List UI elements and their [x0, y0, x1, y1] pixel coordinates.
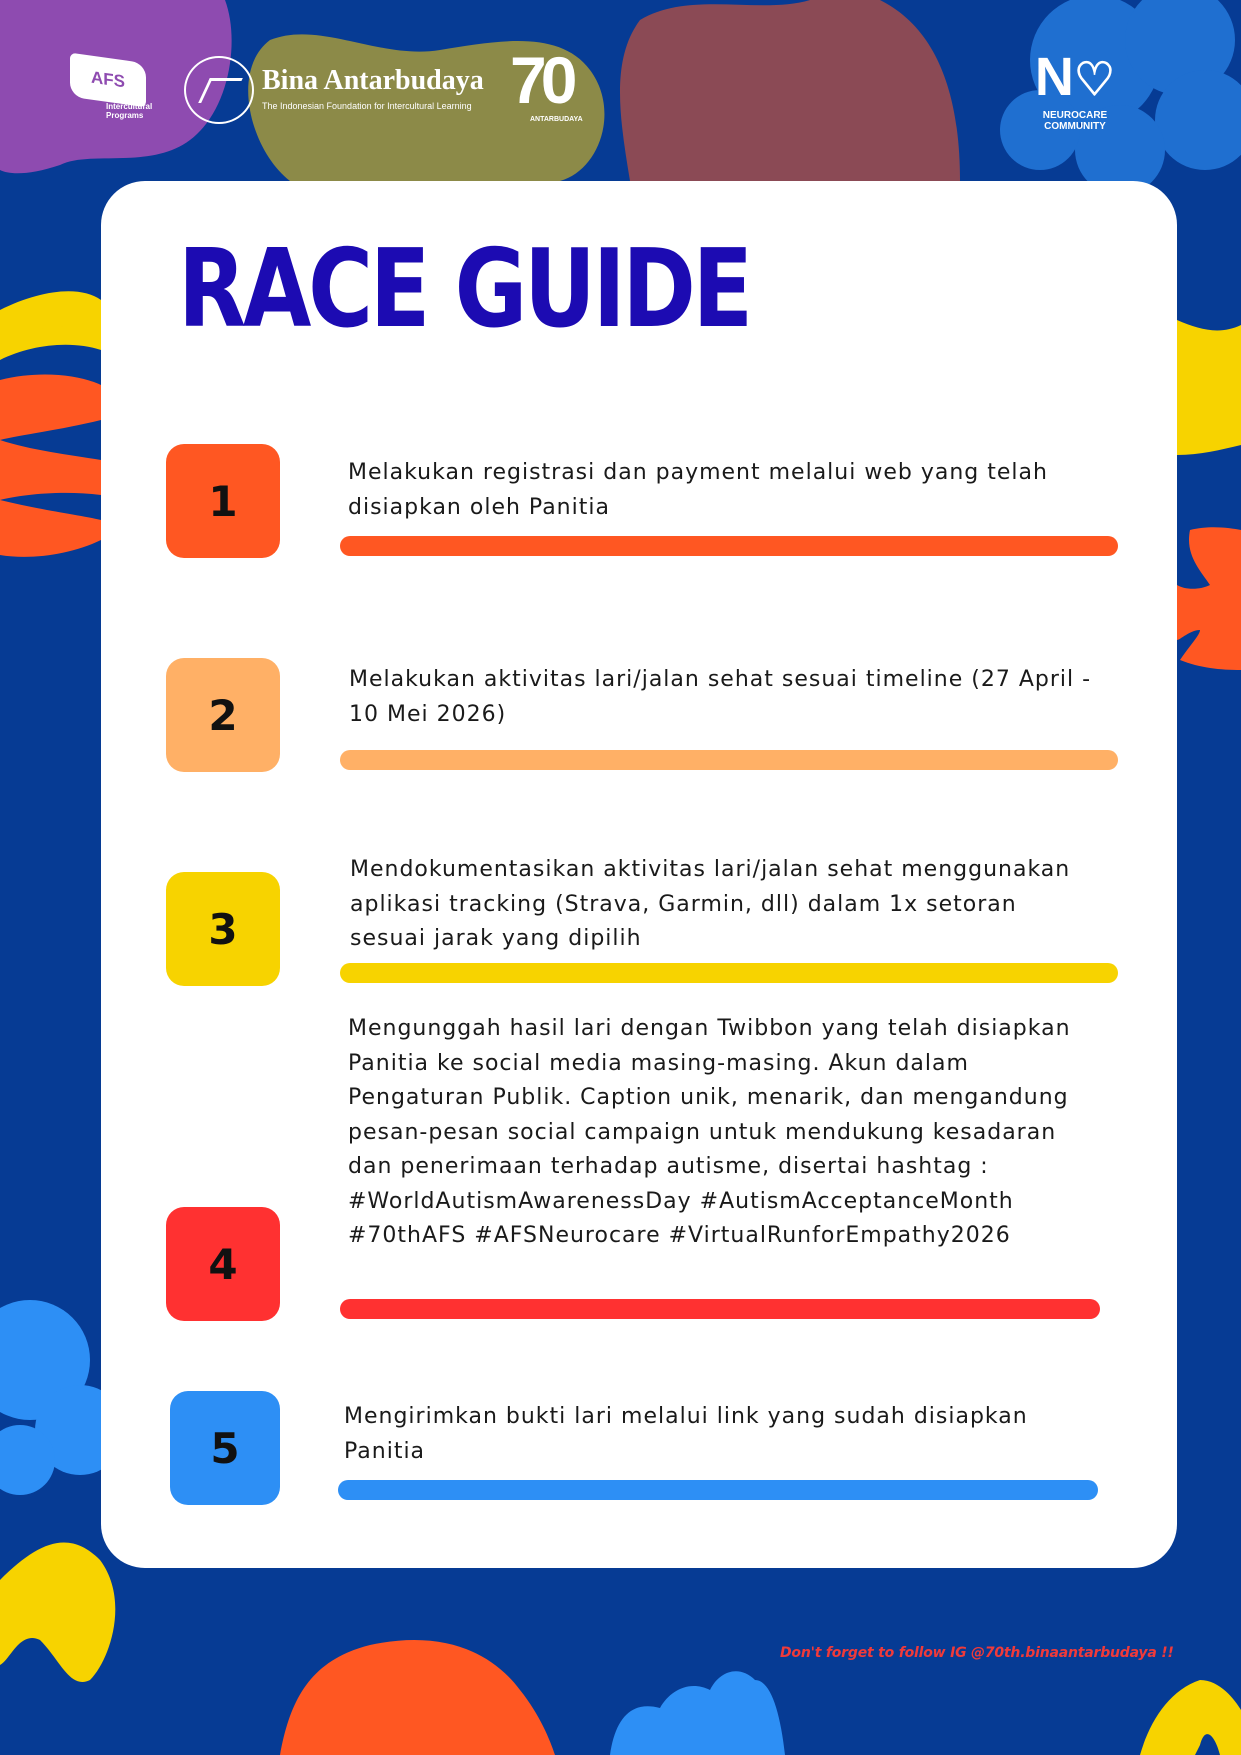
step-1-underline	[340, 536, 1118, 556]
step-3-underline	[340, 963, 1118, 983]
step-2-text: Melakukan aktivitas lari/jalan sehat sesuai timeline (27 April - 10 Mei 2026)	[349, 667, 1092, 727]
step-1-badge	[166, 444, 280, 558]
neurocare-mark	[1020, 48, 1130, 108]
seventy-years-logo	[510, 43, 590, 124]
step-4-number: 4	[208, 1239, 238, 1289]
yellow-right-blob	[1177, 320, 1241, 455]
afs-subtitle-line2: Programs	[106, 111, 144, 120]
instagram-follow-note: Don't forget to follow IG @70th.binaantarbudaya !!	[780, 1645, 1174, 1661]
neurocare-logo	[1020, 48, 1130, 138]
step-5-text: Mengirimkan bukti lari melalui link yang sudah disiapkan Panitia	[344, 1404, 1028, 1464]
bina-antarbudaya-tagline: The Indonesian Foundation for Intercultural Learning	[262, 101, 472, 111]
maroon-blob	[620, 0, 960, 181]
step-3-number: 3	[208, 904, 238, 954]
step-5-number: 5	[210, 1423, 240, 1473]
step-5-underline	[338, 1480, 1098, 1500]
step-2-badge	[166, 658, 280, 772]
bina-emblem-icon	[184, 56, 254, 124]
page-title: RACE GUIDE	[178, 227, 750, 352]
bina-antarbudaya-name: Bina Antarbudaya	[262, 65, 484, 96]
step-2-number: 2	[208, 690, 238, 740]
afs-flag-mark: AFS	[70, 53, 146, 108]
step-4-underline	[340, 1299, 1100, 1319]
orange-left-blob	[0, 375, 101, 557]
step-4-badge	[166, 1207, 280, 1321]
neurocare-n-letter: N	[1034, 47, 1074, 107]
step-3-text: Mendokumentasikan aktivitas lari/jalan sehat menggunakan aplikasi tracking (Strava, Garmin, dll) dalam 1x setoran sesuai jarak yang dipilih	[350, 857, 1071, 951]
afs-subtitle	[106, 102, 152, 120]
seventy-number: 70	[510, 43, 572, 117]
step-1-text: Melakukan registrasi dan payment melalui web yang telah disiapkan oleh Panitia	[348, 460, 1048, 520]
heart-hands-icon: ♡	[1073, 53, 1116, 105]
step-5-badge	[170, 1391, 280, 1505]
afs-logo	[68, 58, 158, 124]
step-3-badge	[166, 872, 280, 986]
step-4-text: Mengunggah hasil lari dengan Twibbon yang telah disiapkan Panitia ke social media masing-masing. Akun dalam Pengaturan Publik. Caption unik, menarik, dan mengandung pesan-pesan social campaign untuk mendukung kesadaran dan penerimaan terhadap autisme, disertai hashtag : #WorldAutismAwarenessDay #AutismAcceptanceMonth #70thAFS #AFSNeurocare #VirtualRunforEmpathy2026	[348, 1016, 1071, 1248]
step-2-underline	[340, 750, 1118, 770]
afs-subtitle-line1: Intercultural	[106, 102, 153, 111]
step-1-number: 1	[208, 476, 238, 526]
seventy-subtitle: ANTARBUDAYA	[530, 116, 583, 123]
neurocare-name: NEUROCARE COMMUNITY	[1042, 110, 1108, 132]
